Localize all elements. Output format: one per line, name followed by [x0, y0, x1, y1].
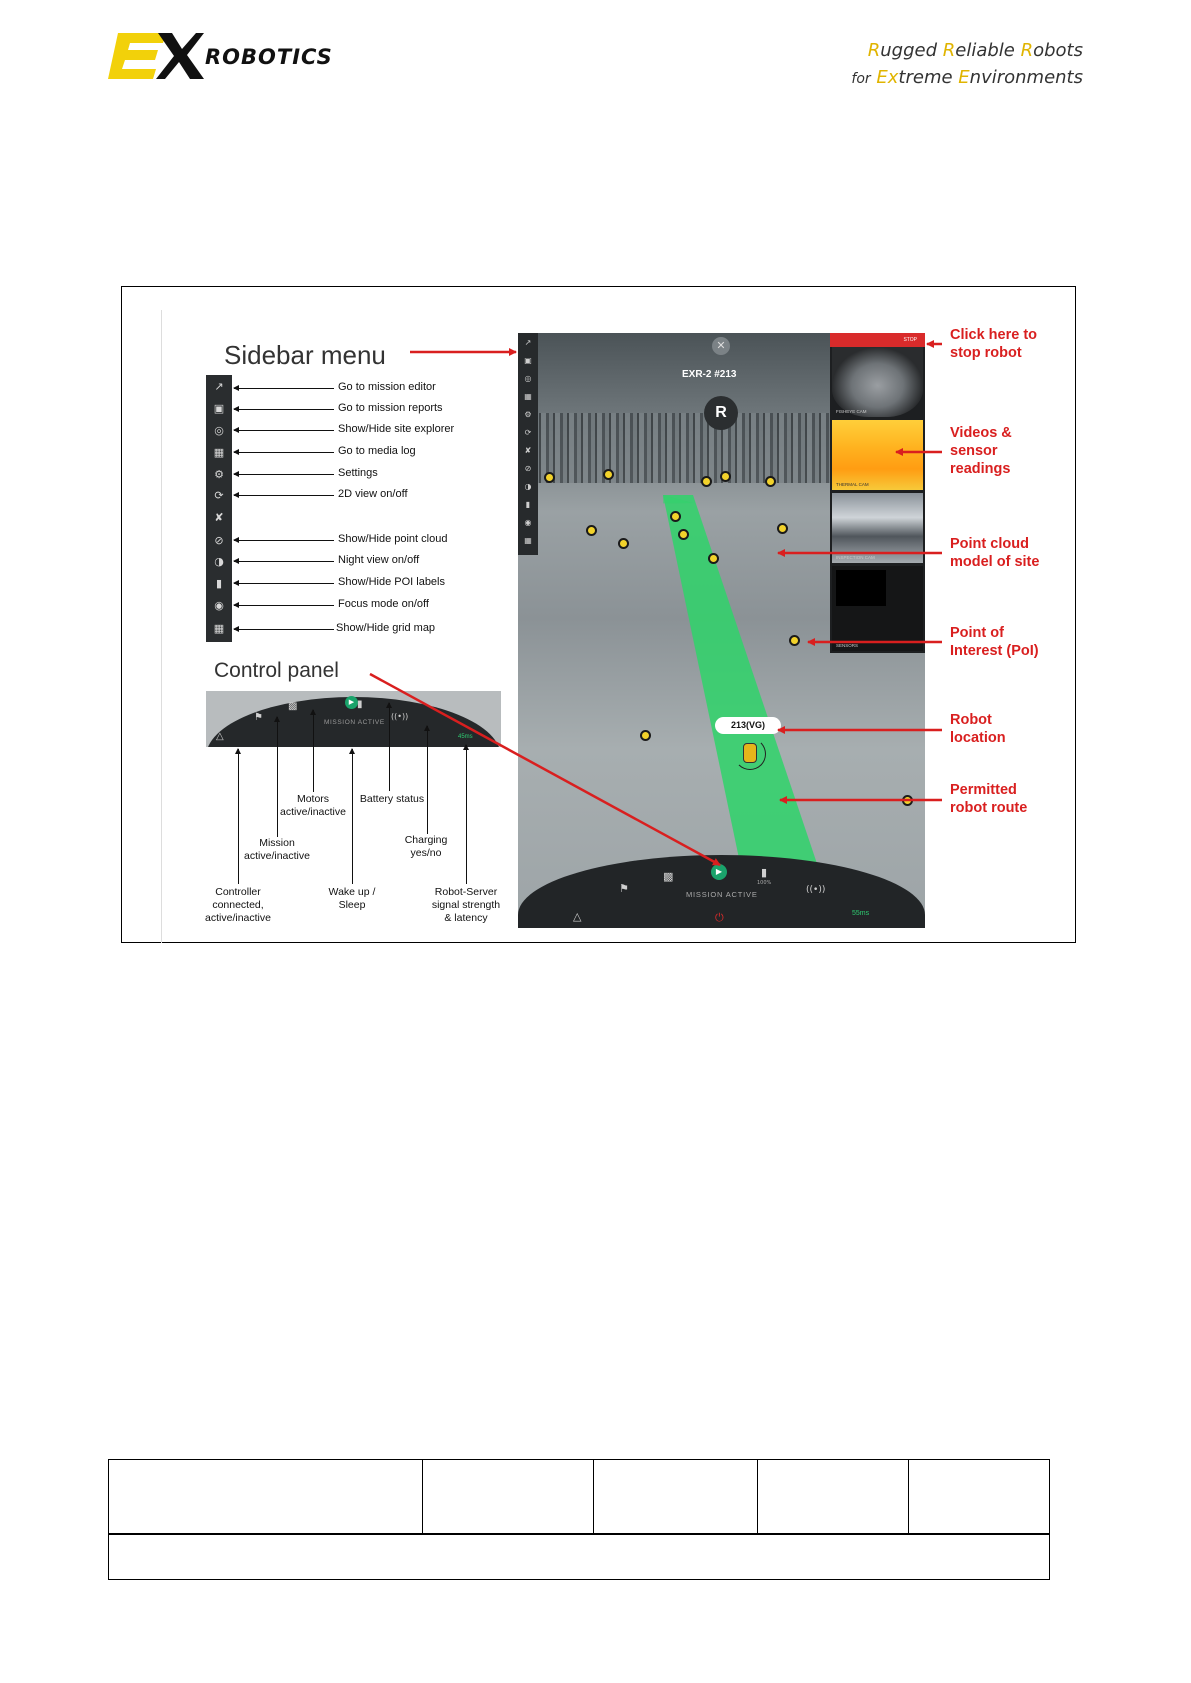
motor-icon[interactable]: ▩ — [663, 870, 674, 883]
leader-line — [238, 749, 239, 884]
label-icon[interactable]: ▮ — [215, 577, 223, 590]
close-icon[interactable]: ✕ — [712, 337, 730, 355]
camera-label: THERMAL CAM — [836, 482, 869, 487]
callout-point-cloud: Point cloud model of site — [950, 536, 1040, 570]
sidebar-label-media-log: Go to media log — [338, 445, 416, 457]
latency-text: 45ms — [458, 734, 473, 740]
flag-icon[interactable]: ⚑ — [619, 882, 629, 895]
report-icon[interactable]: ▣ — [524, 356, 532, 365]
sidebar-label-night-view: Night view on/off — [338, 554, 420, 566]
leader-line — [234, 495, 334, 496]
robot-marker-icon[interactable] — [743, 743, 757, 763]
poi-marker[interactable] — [789, 635, 800, 646]
focus-icon[interactable]: ◉ — [524, 518, 532, 527]
footer-cell-divider — [422, 1460, 423, 1533]
battery-icon: ▮ — [761, 866, 768, 879]
robot-location-tag[interactable]: 213(VG) — [715, 717, 781, 734]
control-panel-title: Control panel — [214, 659, 339, 682]
poi-marker[interactable] — [618, 538, 629, 549]
site-explorer-icon[interactable]: ◎ — [524, 374, 532, 383]
leader-line — [277, 717, 278, 837]
fisheye-camera-feed[interactable] — [832, 347, 923, 417]
logo-text: ROBOTICS — [205, 45, 333, 69]
label-charging: Charging yes/no — [404, 834, 448, 859]
tagline-text: ugged Reliable Robots — [880, 40, 1083, 61]
battery-percent: 100% — [757, 880, 772, 886]
callout-stop-robot: Click here to stop robot — [950, 327, 1038, 361]
view-2d-icon[interactable]: ⟳ — [524, 428, 532, 437]
play-icon[interactable]: ▶ — [711, 864, 727, 880]
sidebar-label-settings: Settings — [338, 467, 378, 479]
poi-marker[interactable] — [765, 476, 776, 487]
footer-cell-divider — [757, 1460, 758, 1533]
sidebar-label-poi-labels: Show/Hide POI labels — [338, 576, 445, 588]
hand-off-icon[interactable]: ✘ — [524, 446, 532, 455]
sidebar-label-mission-editor: Go to mission editor — [338, 381, 436, 393]
point-cloud-icon[interactable]: ⊘ — [524, 464, 532, 473]
sensor-readings[interactable] — [832, 566, 923, 651]
point-cloud-icon[interactable]: ⊘ — [214, 534, 224, 547]
leader-line — [234, 540, 334, 541]
label-motors: Motors active/inactive — [280, 793, 346, 818]
signal-icon: ((•)) — [806, 885, 826, 895]
flag-icon[interactable]: ⚑ — [254, 712, 263, 723]
power-icon[interactable]: ⏻ — [715, 911, 724, 924]
sidebar-menu-title: Sidebar menu — [224, 340, 386, 370]
footer-row-divider — [109, 1533, 1049, 1535]
tagline-line1: Rugged Reliable Robots — [867, 40, 1083, 61]
chart-line-icon[interactable]: ↗ — [524, 338, 532, 347]
callout-poi: Point of Interest (PoI) — [950, 625, 1039, 659]
tagline-line2 — [851, 67, 1083, 88]
gear-icon[interactable]: ⚙ — [524, 410, 532, 419]
footer-cell-divider — [908, 1460, 909, 1533]
sidebar-label-focus-mode: Focus mode on/off — [338, 598, 429, 610]
mission-active-text: MISSION ACTIVE — [686, 890, 758, 899]
tagline-text-2: Extreme Environments — [876, 67, 1083, 88]
label-wake-sleep: Wake up / Sleep — [328, 886, 376, 911]
poi-marker[interactable] — [586, 525, 597, 536]
contrast-icon[interactable]: ◑ — [524, 482, 532, 491]
poi-marker[interactable] — [603, 469, 614, 480]
image-icon[interactable]: ▦ — [524, 392, 532, 401]
poi-marker[interactable] — [544, 472, 555, 483]
thermal-camera-feed[interactable] — [832, 420, 923, 490]
poi-marker[interactable] — [902, 795, 913, 806]
report-icon[interactable]: ▣ — [213, 402, 225, 415]
robot-title: EXR-2 #213 — [682, 369, 737, 380]
gamepad-icon[interactable]: △ — [216, 731, 224, 742]
leader-line — [234, 452, 334, 453]
grid-icon[interactable]: ▦ — [524, 536, 532, 545]
camera-label: SENSORS — [836, 643, 859, 648]
label-mission: Mission active/inactive — [244, 837, 310, 862]
image-icon[interactable]: ▦ — [213, 446, 225, 459]
footer-cell-divider — [593, 1460, 594, 1533]
callout-route: Permitted robot route — [950, 782, 1028, 816]
inspection-camera-feed[interactable] — [832, 493, 923, 563]
robot-r-logo-icon: R — [704, 396, 738, 430]
sidebar-label-grid-map: Show/Hide grid map — [336, 622, 436, 634]
figure-divider — [161, 310, 162, 943]
signal-icon: ((•)) — [391, 712, 409, 721]
sensor-graph — [836, 570, 886, 606]
leader-line — [234, 430, 334, 431]
label-icon[interactable]: ▮ — [525, 500, 531, 509]
view-2d-icon[interactable]: ⟳ — [214, 489, 224, 502]
callout-robot-location: Robot location — [950, 712, 1006, 746]
sidebar-label-mission-reports: Go to mission reports — [338, 402, 443, 414]
label-controller: Controller connected, active/inactive — [205, 886, 271, 924]
sidebar-label-2d-view: 2D view on/off — [338, 488, 408, 500]
footer-table — [108, 1459, 1050, 1580]
battery-icon: ▮ — [357, 699, 363, 710]
leader-line — [313, 710, 314, 792]
ex-logo-icon — [108, 33, 204, 83]
site-explorer-icon[interactable]: ◎ — [214, 424, 224, 437]
mission-active-text: MISSION ACTIVE — [324, 719, 385, 726]
poi-marker[interactable] — [720, 471, 731, 482]
label-battery: Battery status — [359, 793, 425, 805]
hand-off-icon[interactable]: ✘ — [214, 511, 224, 524]
leader-line — [234, 561, 334, 562]
leader-line — [234, 605, 334, 606]
camera-panel — [830, 347, 925, 653]
stop-button[interactable]: STOP — [830, 333, 925, 347]
leader-line — [234, 409, 334, 410]
leader-line — [234, 388, 334, 389]
app-screenshot — [518, 333, 925, 928]
leader-line — [234, 583, 334, 584]
grid-icon[interactable]: ▦ — [213, 622, 225, 635]
contrast-icon[interactable]: ◑ — [214, 555, 224, 568]
callout-videos: Videos & sensor readings — [950, 425, 1012, 477]
control-panel-image — [206, 691, 501, 747]
poi-marker[interactable] — [670, 511, 681, 522]
camera-label: INSPECTION CAM — [836, 555, 875, 560]
tagline-prefix: for — [851, 71, 871, 87]
motor-icon[interactable]: ▩ — [288, 701, 298, 712]
chart-line-icon[interactable]: ↗ — [214, 380, 224, 393]
play-icon[interactable]: ▶ — [345, 696, 358, 709]
sidebar-label-point-cloud: Show/Hide point cloud — [338, 533, 448, 545]
leader-line — [427, 726, 428, 834]
leader-line — [389, 703, 390, 791]
leader-line — [234, 474, 334, 475]
camera-label: FISHEYE CAM — [836, 409, 867, 414]
leader-line — [466, 745, 467, 884]
sidebar-menu-strip — [206, 375, 232, 642]
focus-icon[interactable]: ◉ — [214, 599, 224, 612]
label-signal: Robot-Server signal strength & latency — [431, 886, 501, 924]
gamepad-icon[interactable]: △ — [573, 910, 582, 923]
app-sidebar — [518, 333, 538, 555]
poi-marker[interactable] — [678, 529, 689, 540]
latency-text: 55ms — [852, 910, 870, 917]
gear-icon[interactable]: ⚙ — [214, 468, 224, 481]
poi-marker[interactable] — [701, 476, 712, 487]
poi-marker[interactable] — [708, 553, 719, 564]
sidebar-label-site-explorer: Show/Hide site explorer — [338, 423, 455, 435]
poi-marker[interactable] — [777, 523, 788, 534]
leader-line — [234, 629, 334, 630]
poi-marker[interactable] — [640, 730, 651, 741]
